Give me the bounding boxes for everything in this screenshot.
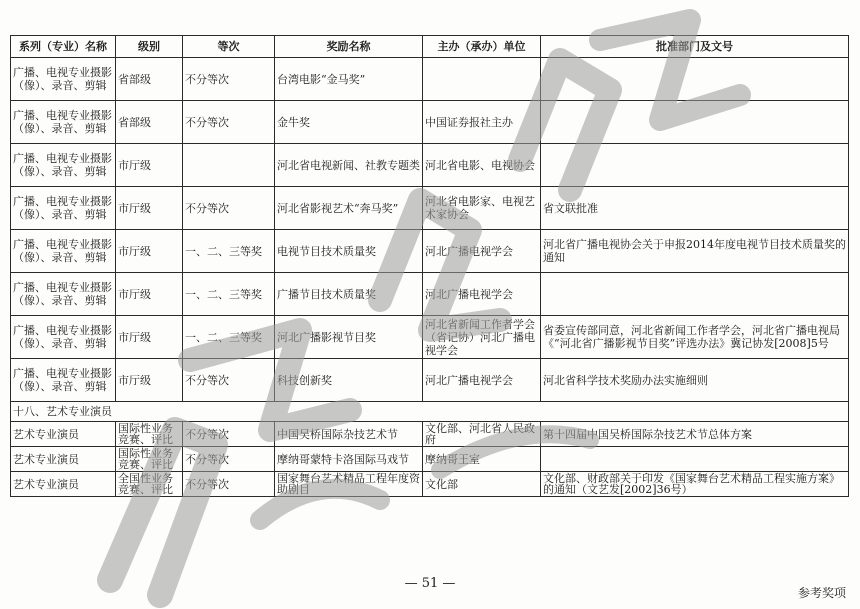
cell-level: 市厅级 xyxy=(116,144,183,187)
cell-approval xyxy=(541,144,849,187)
cell-level: 省部级 xyxy=(116,58,183,101)
cell-organizer: 河北广播电视学会 xyxy=(423,359,541,402)
cell-award: 电视节目技术质量奖 xyxy=(275,230,423,273)
table-row xyxy=(11,58,849,101)
table-row xyxy=(11,422,849,447)
table-row xyxy=(11,187,849,230)
cell-approval xyxy=(541,447,849,472)
cell-grade: 不分等次 xyxy=(183,58,275,101)
cell-grade: 不分等次 xyxy=(183,422,275,447)
cell-series: 艺术专业演员 xyxy=(11,422,116,447)
cell-level: 市厅级 xyxy=(116,230,183,273)
cell-award: 河北广播影视节目奖 xyxy=(275,316,423,359)
table-row xyxy=(11,316,849,359)
cell-series: 艺术专业演员 xyxy=(11,447,116,472)
cell-approval: 河北省科学技术奖励办法实施细则 xyxy=(541,359,849,402)
cell-series: 广播、电视专业摄影（像）、录音、剪辑 xyxy=(11,101,116,144)
cell-series: 广播、电视专业摄影（像）、录音、剪辑 xyxy=(11,187,116,230)
cell-level: 市厅级 xyxy=(116,273,183,316)
cell-series: 广播、电视专业摄影（像）、录音、剪辑 xyxy=(11,359,116,402)
cell-grade: 不分等次 xyxy=(183,472,275,497)
table-row xyxy=(11,101,849,144)
section-title: 十八、艺术专业演员 xyxy=(11,402,849,422)
cell-organizer: 河北广播电视学会 xyxy=(423,273,541,316)
cell-series: 广播、电视专业摄影（像）、录音、剪辑 xyxy=(11,316,116,359)
cell-series: 广播、电视专业摄影（像）、录音、剪辑 xyxy=(11,58,116,101)
cell-grade: 不分等次 xyxy=(183,447,275,472)
table-row xyxy=(11,273,849,316)
cell-grade: 不分等次 xyxy=(183,359,275,402)
header-approval: 批准部门及文号 xyxy=(541,36,849,58)
cell-grade: 不分等次 xyxy=(183,101,275,144)
cell-series: 艺术专业演员 xyxy=(11,472,116,497)
cell-grade: 一、二、三等奖 xyxy=(183,230,275,273)
header-organizer: 主办（承办）单位 xyxy=(423,36,541,58)
cell-level: 国际性业务竞赛、评比 xyxy=(116,447,183,472)
table-row xyxy=(11,359,849,402)
header-level: 级别 xyxy=(116,36,183,58)
cell-award: 金牛奖 xyxy=(275,101,423,144)
cell-award: 摩纳哥蒙特卡洛国际马戏节 xyxy=(275,447,423,472)
reference-label: 参考奖项 xyxy=(797,586,846,600)
cell-award: 河北省影视艺术“奔马奖” xyxy=(275,187,423,230)
cell-approval xyxy=(541,273,849,316)
cell-level: 全国性业务竞赛、评比 xyxy=(116,472,183,497)
cell-award: 中国吴桥国际杂技艺术节 xyxy=(275,422,423,447)
cell-award: 国家舞台艺术精品工程年度资助剧目 xyxy=(275,472,423,497)
cell-organizer: 文化部 xyxy=(423,472,541,497)
cell-approval: 省委宣传部同意，河北省新闻工作者学会，河北省广播电视局《“河北省广播影视节目奖”评选办法》冀记协发[2008]5号 xyxy=(541,316,849,359)
cell-approval: 河北省广播电视协会关于申报2014年度电视节目技术质量奖的通知 xyxy=(541,230,849,273)
cell-award: 广播节目技术质量奖 xyxy=(275,273,423,316)
cell-organizer: 河北广播电视学会 xyxy=(423,230,541,273)
cell-grade: 一、二、三等奖 xyxy=(183,316,275,359)
cell-grade xyxy=(183,144,275,187)
cell-organizer: 河北省新闻工作者学会（省记协）河北广播电视学会 xyxy=(423,316,541,359)
cell-award: 台湾电影“金马奖” xyxy=(275,58,423,101)
cell-approval xyxy=(541,58,849,101)
cell-series: 广播、电视专业摄影（像）、录音、剪辑 xyxy=(11,144,116,187)
awards-table xyxy=(10,35,849,497)
cell-series: 广播、电视专业摄影（像）、录音、剪辑 xyxy=(11,230,116,273)
table-header-row xyxy=(11,36,849,58)
cell-award: 河北省电视新闻、社教专题类 xyxy=(275,144,423,187)
table-row xyxy=(11,230,849,273)
cell-level: 省部级 xyxy=(116,101,183,144)
cell-approval xyxy=(541,101,849,144)
cell-approval: 省文联批准 xyxy=(541,187,849,230)
header-award: 奖励名称 xyxy=(275,36,423,58)
cell-grade: 不分等次 xyxy=(183,187,275,230)
table-row xyxy=(11,472,849,497)
cell-organizer: 文化部、河北省人民政府 xyxy=(423,422,541,447)
cell-organizer: 中国证券报社主办 xyxy=(423,101,541,144)
cell-organizer: 河北省电影、电视协会 xyxy=(423,144,541,187)
cell-grade: 一、二、三等奖 xyxy=(183,273,275,316)
cell-approval: 文化部、财政部关于印发《国家舞台艺术精品工程实施方案》的通知（文艺发[2002]36号） xyxy=(541,472,849,497)
cell-level: 市厅级 xyxy=(116,359,183,402)
page-number: — 51 — xyxy=(404,576,456,591)
cell-level: 市厅级 xyxy=(116,316,183,359)
cell-organizer xyxy=(423,58,541,101)
cell-series: 广播、电视专业摄影（像）、录音、剪辑 xyxy=(11,273,116,316)
table-row xyxy=(11,447,849,472)
cell-approval: 第十四届中国吴桥国际杂技艺术节总体方案 xyxy=(541,422,849,447)
cell-level: 国际性业务竞赛、评比 xyxy=(116,422,183,447)
section-row xyxy=(11,402,849,422)
header-grade: 等次 xyxy=(183,36,275,58)
cell-level: 市厅级 xyxy=(116,187,183,230)
cell-award: 科技创新奖 xyxy=(275,359,423,402)
header-series: 系列（专业）名称 xyxy=(11,36,116,58)
cell-organizer: 摩纳哥王室 xyxy=(423,447,541,472)
cell-organizer: 河北省电影家、电视艺术家协会 xyxy=(423,187,541,230)
table-row xyxy=(11,144,849,187)
